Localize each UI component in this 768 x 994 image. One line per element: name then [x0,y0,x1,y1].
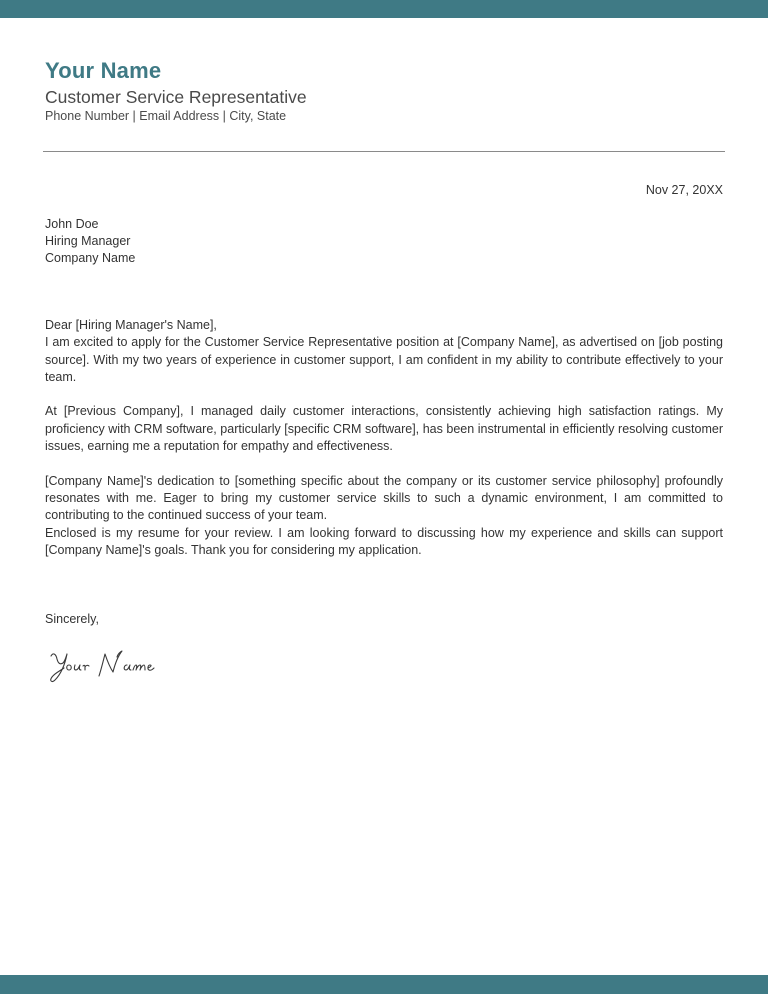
top-accent-bar [0,0,768,18]
salutation: Dear [Hiring Manager's Name], [45,318,217,332]
letter-body [45,317,723,559]
recipient-company: Company Name [45,251,136,265]
sender-contact-info: Phone Number | Email Address | City, State [45,109,287,123]
signature-image [47,646,172,686]
closing-line: Sincerely, [45,612,99,626]
letter-date: Nov 27, 20XX [645,183,723,197]
paragraph-experience: At [Previous Company], I managed daily customer interactions, consistently achieving high satisfaction ratings. My proficiency with CRM software, particularly [specific CRM software], has been instrumental in efficiently resolving customer issues, earning me a reputation for empathy and effectiveness. [45,404,723,454]
paragraph-intro: I am excited to apply for the Customer Service Representative position at [Company Name], as advertised on [job posting source]. With my two years of experience in customer support, I am confident in my ability to contribute effectively to your team. [45,335,723,384]
recipient-block [45,216,135,267]
sender-job-title: Customer Service Representative [45,87,307,107]
paragraph-company-fit: [Company Name]'s dedication to [something specific about the company or its customer service philosophy] profoundly resonates with me. Eager to bring my customer service skills to such a dynamic environment, I am committed to contributing to the continued success of your team. [45,473,723,523]
paragraph-closing: Enclosed is my resume for your review. I am looking forward to discussing how my experience and skills can support [Company Name]'s goals. Thank you for considering my application. [45,525,723,557]
recipient-name: John Doe [45,217,99,231]
header-divider [43,151,725,152]
bottom-accent-bar [0,975,768,994]
recipient-title: Hiring Manager [45,234,131,248]
sender-name: Your Name [45,58,162,83]
